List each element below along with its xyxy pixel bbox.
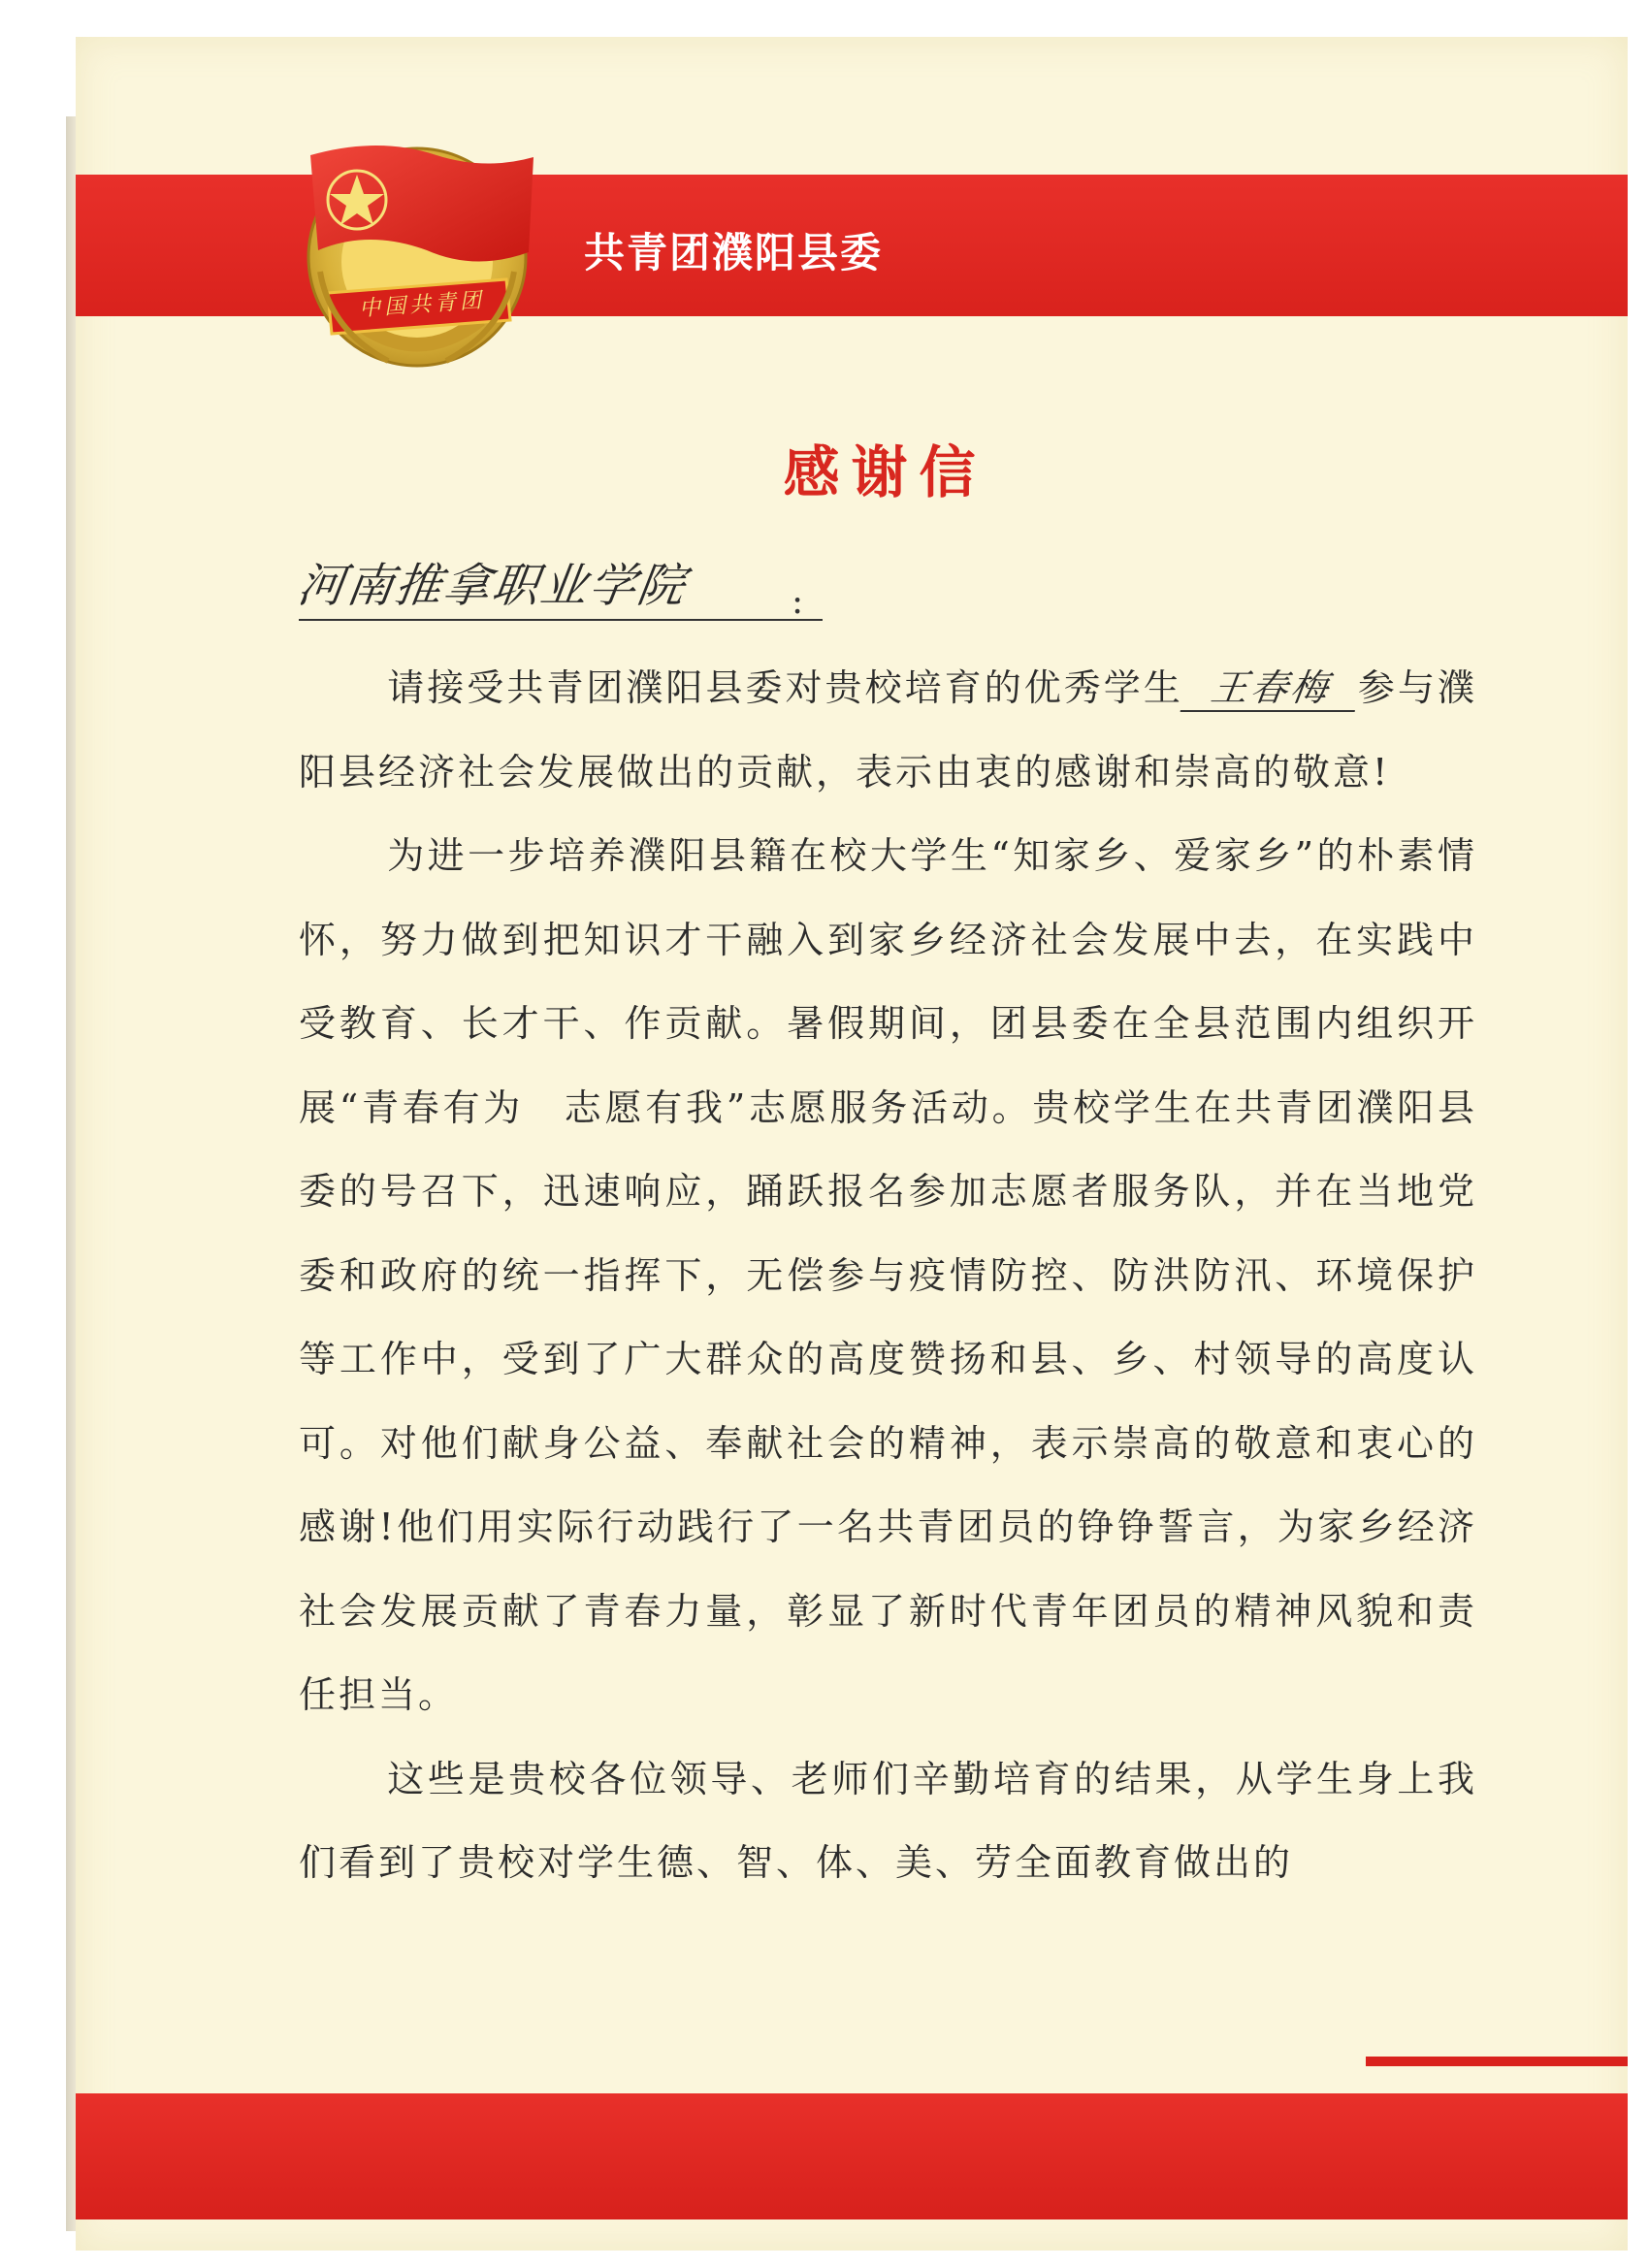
paragraph-1 [299, 646, 1477, 814]
student-name-handwritten: 王春梅 [1180, 665, 1362, 712]
paragraph-2: 为进一步培养濮阳县籍在校大学生“知家乡、爱家乡”的朴素情怀，努力做到把知识才干融入到家乡经济社会发展中去，在实践中受教育、长才干、作贡献。暑假期间，团县委在全县范围内组织开展“青春有为 志愿有我”志愿服务活动。贵校学生在共青团濮阳县委的号召下，迅速响应，踊跃报名参加志愿者服务队，并在当地党委和政府的统一指挥下，无偿参与疫情防控、防洪防汛、环境保护等工作中，受到了广大群众的高度赞扬和县、乡、村领导的高度认可。对他们献身公益、奉献社会的精神，表示崇高的敬意和衷心的感谢!他们用实际行动践行了一名共青团员的铮铮誓言，为家乡经济社会发展贡献了青春力量，彰显了新时代青年团员的精神风貌和责任担当。 [299, 834, 1477, 1716]
paragraph-1-tail: 参与濮阳县经济社会发展做出的贡献，表示由衷的感谢和崇高的敬意! [299, 666, 1477, 794]
salutation-line [294, 551, 823, 621]
salutation-colon: : [792, 582, 804, 622]
communist-youth-league-emblem-icon [291, 136, 543, 378]
paragraph-3: 这些是贵校各位领导、老师们辛勤培育的结果，从学生身上我们看到了贵校对学生德、智、体、美、劳全面教育做出的 [299, 1757, 1477, 1884]
emblem-ribbon-text: 中国共青团 [358, 287, 486, 321]
paragraph-1-lead: 请接受共青团濮阳县委对贵校培育的优秀学生 [387, 666, 1183, 709]
salutation-handwritten: 河南推拿职业学院 [294, 559, 691, 613]
letter-body [299, 646, 1477, 1905]
letter-title: 感谢信 [783, 439, 987, 505]
footer-accent-line [1366, 2057, 1628, 2066]
organization-name: 共青团濮阳县委 [584, 229, 884, 276]
footer-band [76, 2093, 1628, 2219]
